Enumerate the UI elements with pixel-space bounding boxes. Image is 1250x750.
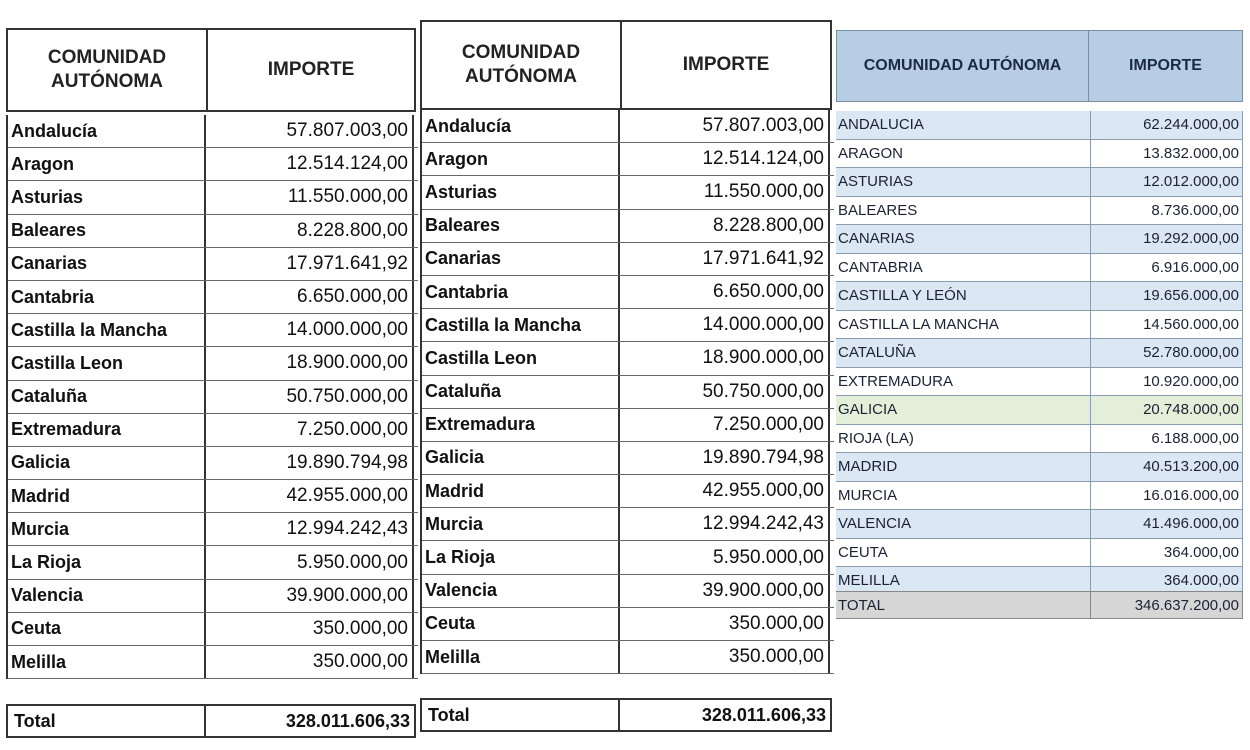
row-importe-value: 350.000,00 — [206, 613, 414, 645]
row-community-name: MURCIA — [838, 486, 898, 504]
row-importe-value: 62.244.000,00 — [1090, 111, 1243, 139]
table-row — [8, 248, 418, 281]
row-community-name: ASTURIAS — [838, 173, 914, 191]
table-row — [422, 342, 834, 375]
row-importe-value: 14.000.000,00 — [620, 309, 830, 341]
table-row — [8, 115, 418, 148]
header-importe: IMPORTE — [267, 59, 355, 81]
table-row — [8, 181, 418, 214]
table-row — [8, 646, 418, 679]
row-community-name: Asturias — [8, 181, 206, 213]
row-importe-value: 17.971.641,92 — [206, 248, 414, 280]
table-row — [836, 168, 1243, 197]
row-community-name: EXTREMADURA — [838, 372, 954, 390]
row-community-name: Madrid — [8, 480, 206, 512]
row-community-name: Andalucía — [422, 110, 620, 142]
row-importe-value: 364.000,00 — [1090, 567, 1243, 595]
table-row — [422, 309, 834, 342]
row-community-name: CATALUÑA — [838, 344, 916, 362]
row-community-name: Aragon — [422, 143, 620, 175]
row-community-name: Ceuta — [8, 613, 206, 645]
row-community-name: VALENCIA — [838, 515, 912, 533]
header-comunidad: COMUNIDAD AUTÓNOMA — [837, 31, 1089, 101]
row-importe-value: 14.560.000,00 — [1090, 311, 1243, 339]
table-row — [836, 225, 1243, 254]
table-row — [8, 314, 418, 347]
table-row — [422, 442, 834, 475]
table-row — [8, 414, 418, 447]
table-body — [420, 110, 834, 674]
row-importe-value: 12.514.124,00 — [206, 148, 414, 180]
header-importe: IMPORTE — [682, 54, 770, 76]
table-row — [422, 641, 834, 674]
row-importe-value: 12.514.124,00 — [620, 143, 830, 175]
row-community-name: Castilla Leon — [422, 342, 620, 374]
row-importe-value: 364.000,00 — [1090, 539, 1243, 567]
row-importe-value: 12.012.000,00 — [1090, 168, 1243, 196]
table-row — [8, 480, 418, 513]
table-row — [836, 510, 1243, 539]
row-community-name: BALEARES — [838, 201, 918, 219]
row-community-name: Castilla Leon — [8, 347, 206, 379]
row-importe-value: 11.550.000,00 — [206, 181, 414, 213]
table-header — [836, 30, 1243, 102]
row-importe-value: 350.000,00 — [620, 641, 830, 673]
row-importe-value: 50.750.000,00 — [206, 381, 414, 413]
row-community-name: Canarias — [8, 248, 206, 280]
row-importe-value: 57.807.003,00 — [620, 110, 830, 142]
total-value: 346.637.200,00 — [1090, 592, 1243, 618]
row-community-name: Murcia — [8, 513, 206, 545]
row-community-name: Madrid — [422, 475, 620, 507]
table-row — [422, 376, 834, 409]
row-importe-value: 8.736.000,00 — [1090, 197, 1243, 225]
table-row — [836, 396, 1243, 425]
row-importe-value: 6.650.000,00 — [206, 281, 414, 313]
total-label: Total — [8, 706, 206, 736]
row-importe-value: 5.950.000,00 — [206, 546, 414, 578]
row-importe-value: 14.000.000,00 — [206, 314, 414, 346]
table-row — [422, 276, 834, 309]
table-row — [422, 409, 834, 442]
row-community-name: RIOJA (LA) — [838, 429, 914, 447]
row-community-name: Baleares — [422, 210, 620, 242]
table-row — [422, 243, 834, 276]
table-row — [8, 447, 418, 480]
row-importe-value: 13.832.000,00 — [1090, 140, 1243, 168]
row-importe-value: 52.780.000,00 — [1090, 339, 1243, 367]
row-importe-value: 8.228.800,00 — [206, 215, 414, 247]
table-row — [836, 453, 1243, 482]
total-label: TOTAL — [836, 592, 1090, 618]
row-community-name: Cantabria — [422, 276, 620, 308]
row-importe-value: 20.748.000,00 — [1090, 396, 1243, 424]
table-row — [836, 539, 1243, 568]
row-community-name: Extremadura — [422, 409, 620, 441]
table-row — [836, 368, 1243, 397]
row-importe-value: 7.250.000,00 — [206, 414, 414, 446]
table-row — [422, 541, 834, 574]
row-community-name: CASTILLA LA MANCHA — [838, 315, 999, 333]
row-community-name: La Rioja — [8, 546, 206, 578]
row-importe-value: 41.496.000,00 — [1090, 510, 1243, 538]
row-community-name: CASTILLA Y LEÓN — [838, 287, 967, 305]
table-header — [6, 28, 416, 112]
row-importe-value: 11.550.000,00 — [620, 176, 830, 208]
row-community-name: Melilla — [422, 641, 620, 673]
table-row — [8, 148, 418, 181]
row-community-name: Cantabria — [8, 281, 206, 313]
row-importe-value: 8.228.800,00 — [620, 210, 830, 242]
table-row — [422, 110, 834, 143]
row-importe-value: 5.950.000,00 — [620, 541, 830, 573]
row-importe-value: 42.955.000,00 — [206, 480, 414, 512]
table-body — [836, 111, 1243, 596]
row-community-name: CANTABRIA — [838, 258, 923, 276]
row-community-name: La Rioja — [422, 541, 620, 573]
table-row — [836, 311, 1243, 340]
row-importe-value: 57.807.003,00 — [206, 115, 414, 147]
table-header — [420, 20, 832, 110]
table-row — [8, 215, 418, 248]
total-value: 328.011.606,33 — [285, 710, 410, 731]
table-row — [8, 347, 418, 380]
row-community-name: Canarias — [422, 243, 620, 275]
table-row — [836, 282, 1243, 311]
row-community-name: Galicia — [8, 447, 206, 479]
table-1 — [6, 28, 416, 740]
row-importe-value: 12.994.242,43 — [620, 508, 830, 540]
row-community-name: Aragon — [8, 148, 206, 180]
row-importe-value: 39.900.000,00 — [206, 580, 414, 612]
row-importe-value: 10.920.000,00 — [1090, 368, 1243, 396]
table-row — [836, 482, 1243, 511]
table-row — [8, 513, 418, 546]
row-importe-value: 350.000,00 — [620, 608, 830, 640]
row-importe-value: 19.292.000,00 — [1090, 225, 1243, 253]
total-row — [836, 591, 1243, 619]
row-importe-value: 40.513.200,00 — [1090, 453, 1243, 481]
row-importe-value: 18.900.000,00 — [206, 347, 414, 379]
row-importe-value: 16.016.000,00 — [1090, 482, 1243, 510]
row-community-name: CANARIAS — [838, 230, 915, 248]
table-row — [836, 425, 1243, 454]
row-importe-value: 42.955.000,00 — [620, 475, 830, 507]
row-community-name: Galicia — [422, 442, 620, 474]
table-row — [836, 254, 1243, 283]
row-importe-value: 39.900.000,00 — [620, 575, 830, 607]
row-community-name: GALICIA — [838, 401, 898, 419]
row-community-name: Asturias — [422, 176, 620, 208]
row-importe-value: 6.916.000,00 — [1090, 254, 1243, 282]
table-row — [836, 197, 1243, 226]
table-row — [422, 508, 834, 541]
header-comunidad: COMUNIDAD AUTÓNOMA — [422, 22, 622, 108]
row-community-name: Andalucía — [8, 115, 206, 147]
row-importe-value: 19.890.794,98 — [620, 442, 830, 474]
row-community-name: ARAGON — [838, 144, 904, 162]
table-2 — [420, 20, 832, 740]
table-row — [8, 580, 418, 613]
row-importe-value: 12.994.242,43 — [206, 513, 414, 545]
total-value: 328.011.606,33 — [701, 704, 826, 725]
table-row — [836, 111, 1243, 140]
row-community-name: Extremadura — [8, 414, 206, 446]
row-importe-value: 6.188.000,00 — [1090, 425, 1243, 453]
table-row — [836, 140, 1243, 169]
row-importe-value: 6.650.000,00 — [620, 276, 830, 308]
row-importe-value: 350.000,00 — [206, 646, 414, 678]
row-community-name: Ceuta — [422, 608, 620, 640]
table-row — [422, 210, 834, 243]
row-community-name: Castilla la Mancha — [8, 314, 206, 346]
table-row — [8, 281, 418, 314]
row-importe-value: 17.971.641,92 — [620, 243, 830, 275]
row-community-name: Cataluña — [422, 376, 620, 408]
row-community-name: ANDALUCIA — [838, 116, 924, 134]
table-body — [6, 115, 418, 679]
header-comunidad: COMUNIDAD AUTÓNOMA — [8, 30, 208, 110]
row-community-name: Baleares — [8, 215, 206, 247]
row-importe-value: 18.900.000,00 — [620, 342, 830, 374]
row-community-name: Valencia — [422, 575, 620, 607]
row-importe-value: 19.890.794,98 — [206, 447, 414, 479]
row-community-name: Cataluña — [8, 381, 206, 413]
table-row — [422, 475, 834, 508]
table-row — [422, 575, 834, 608]
row-community-name: MADRID — [838, 458, 898, 476]
row-community-name: Castilla la Mancha — [422, 309, 620, 341]
table-row — [8, 381, 418, 414]
total-row — [420, 698, 832, 732]
table-row — [422, 608, 834, 641]
total-row — [6, 704, 416, 738]
table-row — [836, 339, 1243, 368]
table-row — [422, 176, 834, 209]
header-importe: IMPORTE — [1089, 31, 1242, 101]
row-importe-value: 19.656.000,00 — [1090, 282, 1243, 310]
table-row — [422, 143, 834, 176]
total-label: Total — [422, 700, 620, 730]
row-community-name: Melilla — [8, 646, 206, 678]
row-importe-value: 7.250.000,00 — [620, 409, 830, 441]
table-row — [8, 613, 418, 646]
row-community-name: Murcia — [422, 508, 620, 540]
table-row — [8, 546, 418, 579]
row-importe-value: 50.750.000,00 — [620, 376, 830, 408]
row-community-name: Valencia — [8, 580, 206, 612]
table-3 — [836, 30, 1243, 620]
row-community-name: CEUTA — [838, 543, 888, 561]
row-community-name: MELILLA — [838, 572, 900, 590]
